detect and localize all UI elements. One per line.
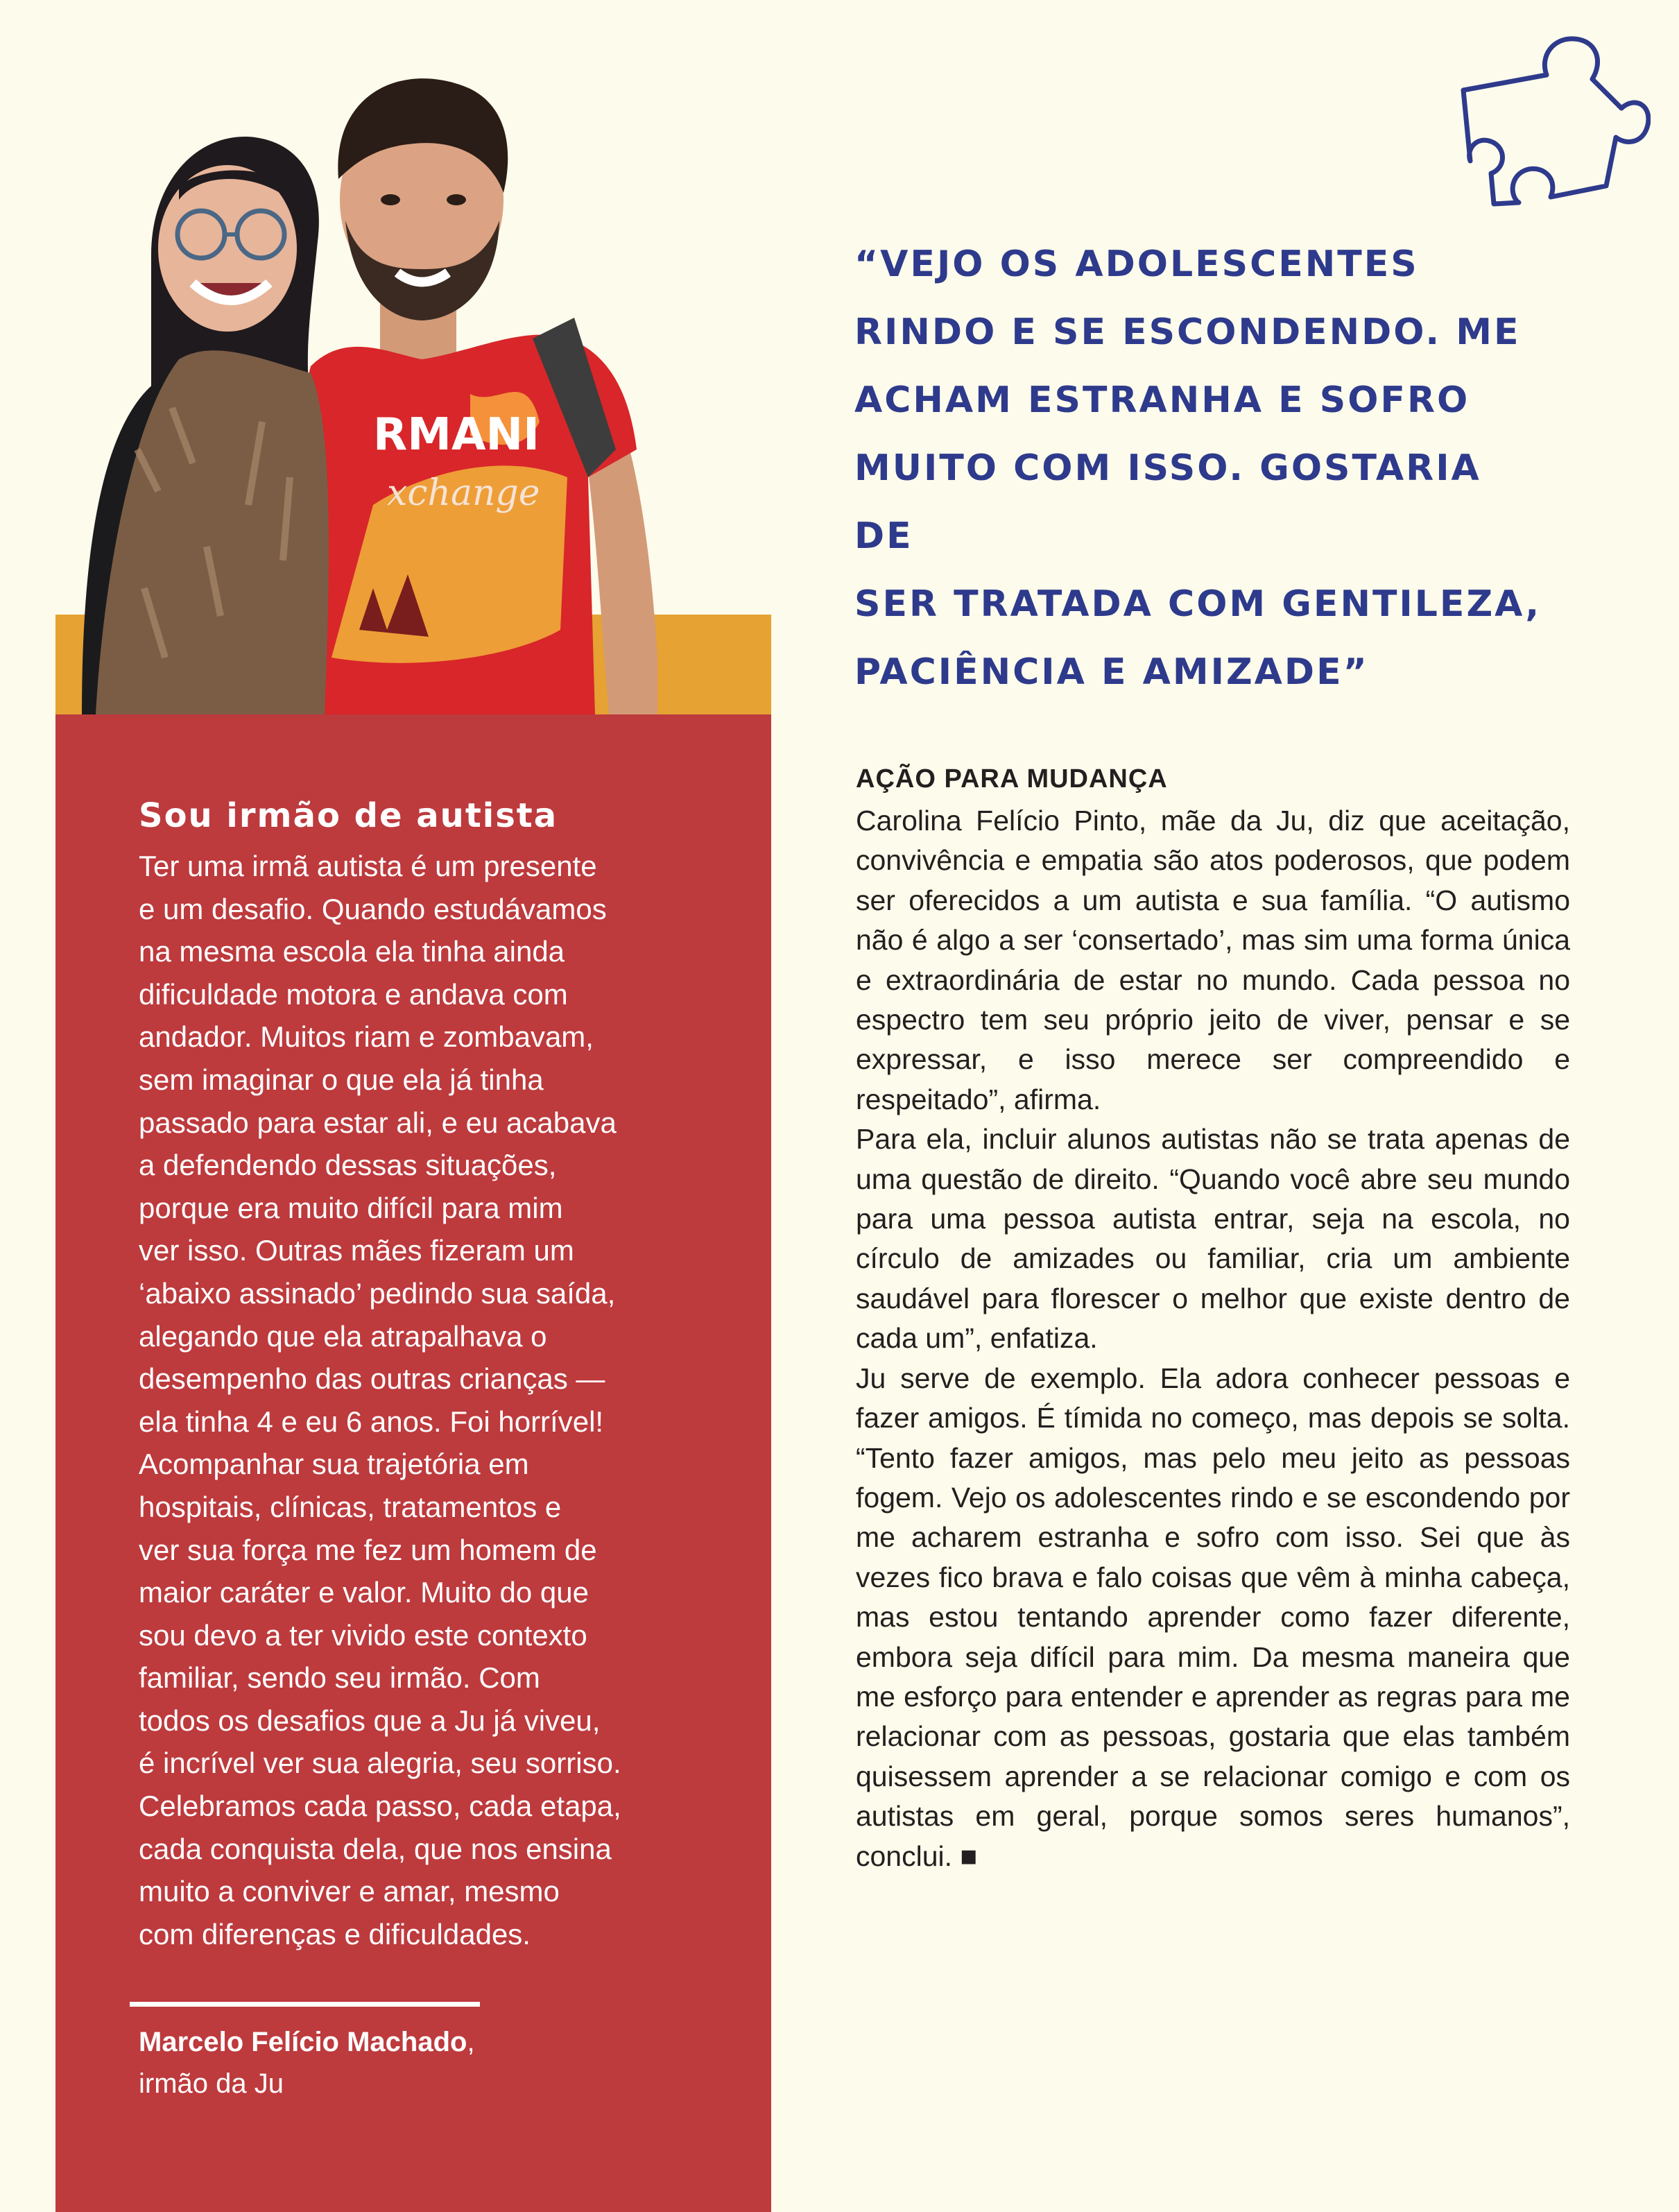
sidebar-line: alegando que ela atrapalhava o xyxy=(139,1319,547,1353)
sidebar-line: cada conquista dela, que nos ensina xyxy=(139,1832,612,1865)
svg-text:xchange: xchange xyxy=(387,472,540,514)
article-paragraph: Para ela, incluir alunos autistas não se trata apenas de uma questão de direito. “Quando você abre seu mundo para uma pessoa autista entrar, seja na escola, no círculo de amizades ou familiar, cria um ambiente saudável para florescer o melhor que existe dentro de cada um”, enfatiza. xyxy=(856,1123,1570,1355)
sidebar-line: desempenho das outras crianças — xyxy=(139,1362,605,1396)
section-heading: AÇÃO PARA MUDANÇA xyxy=(856,764,1168,794)
sidebar-line: e um desafio. Quando estudávamos xyxy=(139,892,607,925)
author-name-text: Marcelo Felício Machado xyxy=(139,2027,467,2057)
quote-line: PACIÊNCIA E AMIZADE” xyxy=(854,651,1369,693)
quote-line: ACHAM ESTRANHA E SOFRO xyxy=(854,379,1470,421)
sidebar-line: a defendendo dessas situações, xyxy=(139,1149,557,1182)
sidebar-testimony xyxy=(139,845,707,1955)
pull-quote xyxy=(854,230,1548,706)
sidebar-line: é incrível ver sua alegria, seu sorriso. xyxy=(139,1747,621,1780)
svg-text:RMANI: RMANI xyxy=(373,409,540,461)
sidebar-line: andador. Muitos riam e zombavam, xyxy=(139,1020,594,1054)
siblings-photo xyxy=(82,61,692,714)
sidebar-line: Ter uma irmã autista é um presente xyxy=(139,850,597,882)
sidebar-line: porque era muito difícil para mim xyxy=(139,1191,563,1224)
sidebar-line: Acompanhar sua trajetória em xyxy=(139,1448,529,1481)
article-paragraph-text: Ju serve de exemplo. Ela adora conhecer pessoas e fazer amigos. É tímida no começo, mas depois se solta. “Tento fazer amigos, mas pelo meu jeito as pessoas fogem. Vejo os adolescentes rindo e se escondendo por me acharem estranha e sofro com isso. Sei que às vezes fico brava e falo coisas que vêm à minha cabeça, mas estou tentando aprender como fazer diferente, embora seja difícil para mim. Da mesma maneira que me esforço para entender e aprender as regras para me relacionar com as pessoas, gostaria que elas também quisessem aprender a se relacionar comigo e com os autistas em geral, porque somos seres humanos”, conclui. xyxy=(856,1362,1570,1872)
sidebar-line: ‘abaixo assinado’ pedindo sua saída, xyxy=(139,1276,616,1310)
sidebar-line: muito a conviver e amar, mesmo xyxy=(139,1875,560,1908)
sidebar-line: todos os desafios que a Ju já viveu, xyxy=(139,1704,601,1737)
quote-line: SER TRATADA COM GENTILEZA, xyxy=(854,583,1542,625)
puzzle-piece-icon xyxy=(1443,28,1651,208)
sidebar-line: ver sua força me fez um homem de xyxy=(139,1533,597,1566)
sidebar-line: sem imaginar o que ela já tinha xyxy=(139,1063,544,1096)
sidebar-line: passado para estar ali, e eu acabava xyxy=(139,1106,617,1139)
sidebar-line: familiar, sendo seu irmão. Com xyxy=(139,1661,540,1695)
quote-line: MUITO COM ISSO. GOSTARIA DE xyxy=(854,447,1481,557)
sidebar-title: Sou irmão de autista xyxy=(139,796,558,835)
sidebar-line: ela tinha 4 e eu 6 anos. Foi horrível! xyxy=(139,1405,604,1438)
sidebar-line: ver isso. Outras mães fizeram um xyxy=(139,1234,574,1267)
article-paragraph: Carolina Felício Pinto, mãe da Ju, diz que aceitação, convivência e empatia são atos poderosos, que podem ser oferecidos a um autista e sua família. “O autismo não é algo a ser ‘consertado’, mas sim uma forma única e extraordinária de estar no mundo. Cada pessoa no espectro tem seu próprio jeito de viver, pensar e se expressar, e isso merece ser compreendido e respeitado”, afirma. xyxy=(856,805,1570,1115)
author-name xyxy=(139,2027,475,2058)
sidebar-line: Celebramos cada passo, cada etapa, xyxy=(139,1790,621,1823)
sidebar-line: hospitais, clínicas, tratamentos e xyxy=(139,1490,562,1523)
author-comma: , xyxy=(467,2027,475,2057)
sidebar-line: maior caráter e valor. Muito do que xyxy=(139,1576,589,1609)
end-mark-icon: ■ xyxy=(960,1840,978,1872)
quote-line: “VEJO OS ADOLESCENTES xyxy=(854,243,1419,285)
sidebar-line: na mesma escola ela tinha ainda xyxy=(139,935,565,968)
signature-divider xyxy=(130,2002,480,2007)
quote-line: RINDO E SE ESCONDENDO. ME xyxy=(854,311,1521,353)
sidebar-line: sou devo a ter vivido este contexto xyxy=(139,1618,587,1652)
sidebar-line: dificuldade motora e andava com xyxy=(139,977,568,1011)
article-body xyxy=(856,801,1570,1876)
article-paragraph xyxy=(856,1359,1570,1876)
author-role: irmão da Ju xyxy=(139,2068,284,2099)
sidebar-line: com diferenças e dificuldades. xyxy=(139,1917,531,1950)
